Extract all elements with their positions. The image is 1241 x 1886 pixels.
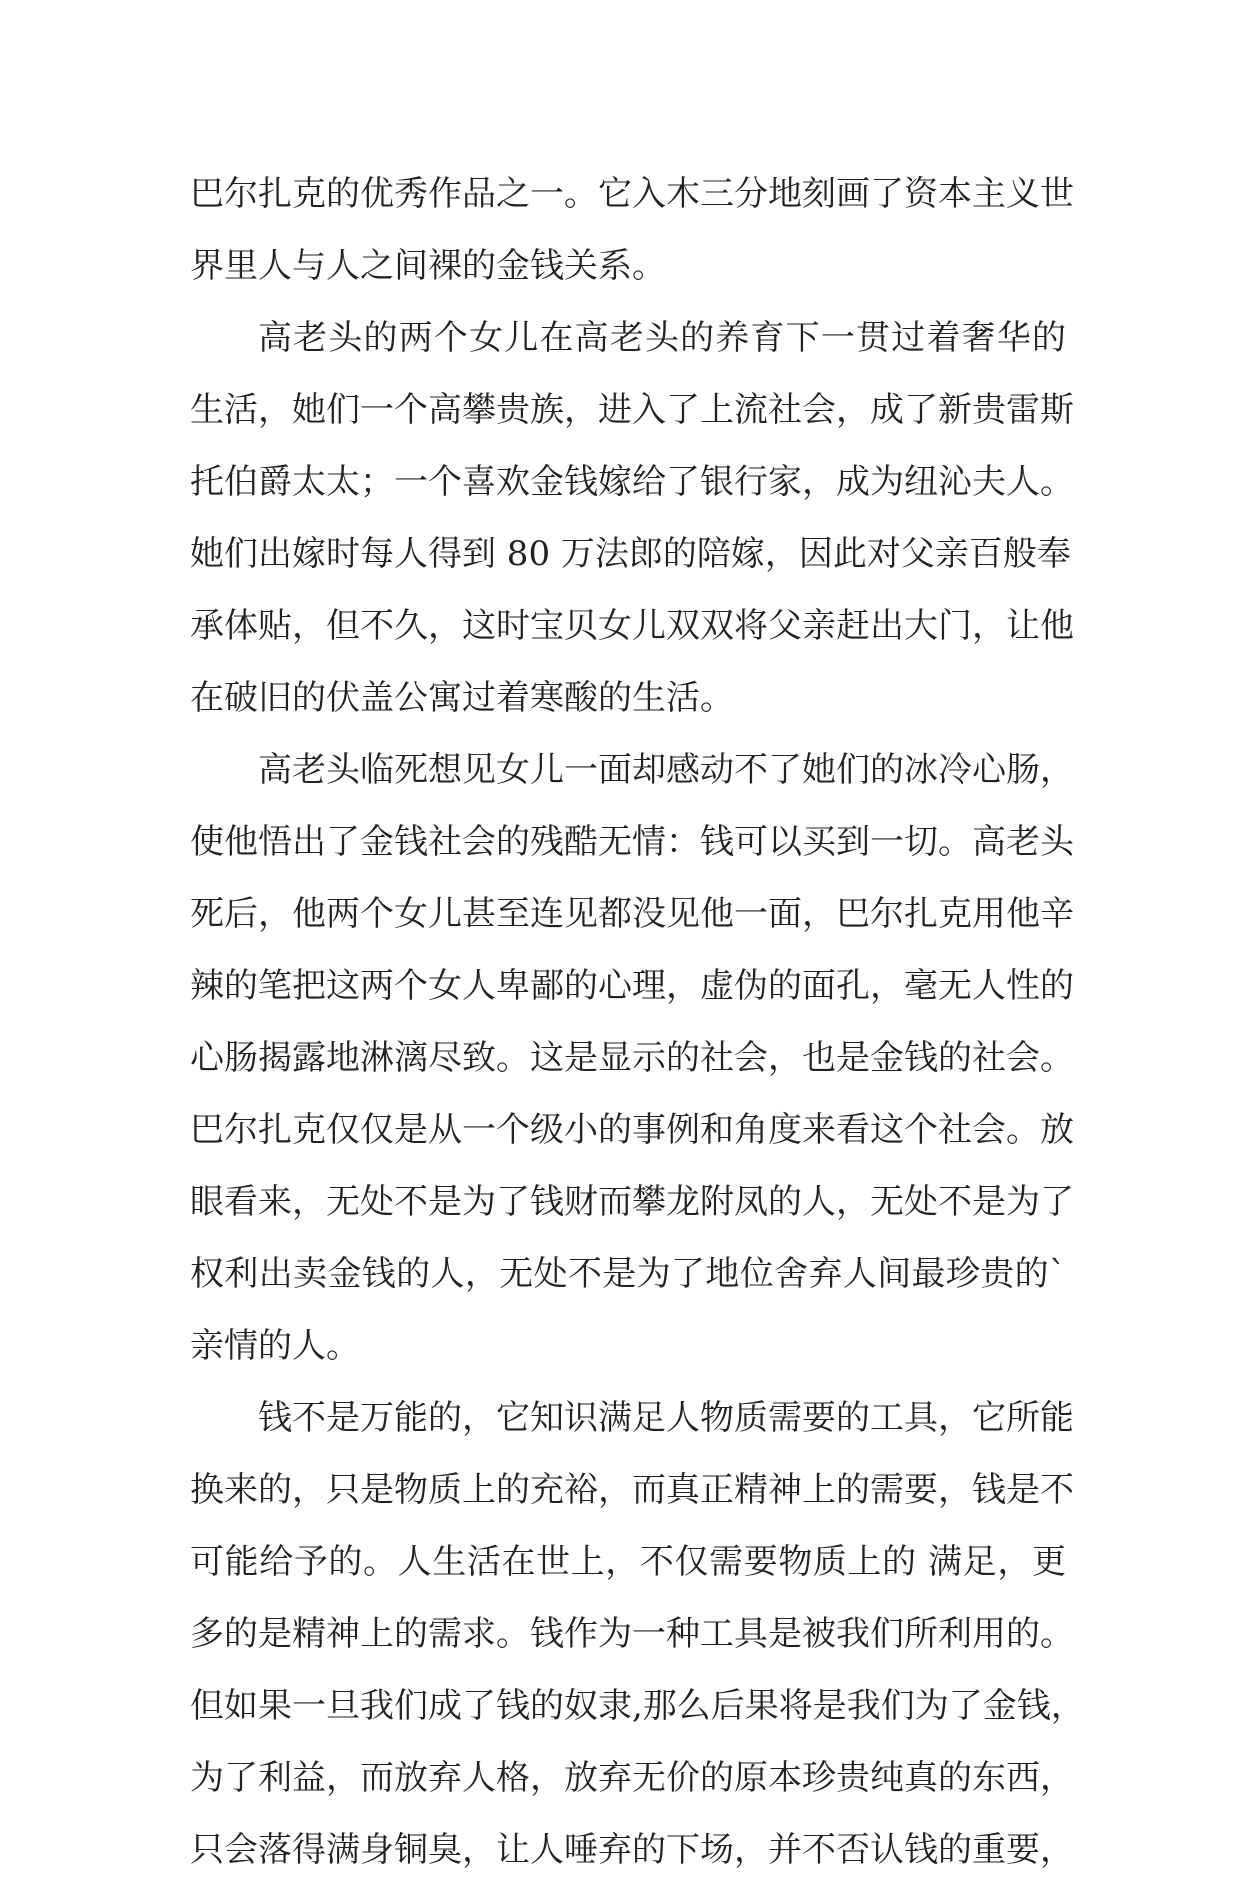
text-line: 生活，她们一个高攀贵族，进入了上流社会，成了新贵雷斯 xyxy=(190,390,1074,430)
text-line: 可能给予的。人生活在世上，不仅需要物质上的 满足，更 xyxy=(190,1542,1066,1582)
text-line: 死后，他两个女儿甚至连见都没见他一面，巴尔扎克用他辛 xyxy=(190,894,1074,934)
text-line: 权利出卖金钱的人，无处不是为了地位舍弃人间最珍贵的` xyxy=(190,1254,1066,1294)
text-line: 托伯爵太太；一个喜欢金钱嫁给了银行家，成为纽沁夫人。 xyxy=(190,462,1074,502)
text-line: 换来的，只是物质上的充裕，而真正精神上的需要，钱是不 xyxy=(190,1470,1074,1510)
text-line: 为了利益，而放弃人格，放弃无价的原本珍贵纯真的东西， xyxy=(190,1758,1074,1798)
text-line: 承体贴，但不久，这时宝贝女儿双双将父亲赶出大门，让他 xyxy=(190,606,1074,646)
text-line: 辣的笔把这两个女人卑鄙的心理，虚伪的面孔，毫无人性的 xyxy=(190,966,1074,1006)
text-line: 在破旧的伏盖公寓过着寒酸的生活。 xyxy=(190,678,734,718)
text-line: 眼看来，无处不是为了钱财而攀龙附凤的人，无处不是为了 xyxy=(190,1182,1074,1222)
text-line: 界里人与人之间裸的金钱关系。 xyxy=(190,246,666,286)
text-line: 巴尔扎克仅仅是从一个级小的事例和角度来看这个社会。放 xyxy=(190,1110,1074,1150)
text-line: 高老头的两个女儿在高老头的养育下一贯过着奢华的 xyxy=(258,318,1066,358)
text-line: 多的是精神上的需求。钱作为一种工具是被我们所利用的。 xyxy=(190,1614,1074,1654)
text-line: 亲情的人。 xyxy=(190,1326,360,1366)
text-line: 只会落得满身铜臭，让人唾弃的下场，并不否认钱的重要， xyxy=(190,1830,1074,1870)
body-text xyxy=(190,158,1085,1886)
text-line: 使他悟出了金钱社会的残酷无情：钱可以买到一切。高老头 xyxy=(190,822,1074,862)
text-line: 但如果一旦我们成了钱的奴隶,那么后果将是我们为了金钱， xyxy=(190,1686,1085,1726)
text-line: 心肠揭露地淋漓尽致。这是显示的社会，也是金钱的社会。 xyxy=(190,1038,1074,1078)
text-line: 高老头临死想见女儿一面却感动不了她们的冰冷心肠， xyxy=(258,750,1074,790)
text-line: 钱不是万能的，它知识满足人物质需要的工具，它所能 xyxy=(258,1398,1074,1438)
text-line: 巴尔扎克的优秀作品之一。它入木三分地刻画了资本主义世 xyxy=(190,174,1074,214)
text-line: 她们出嫁时每人得到 80 万法郎的陪嫁，因此对父亲百般奉 xyxy=(190,534,1071,574)
